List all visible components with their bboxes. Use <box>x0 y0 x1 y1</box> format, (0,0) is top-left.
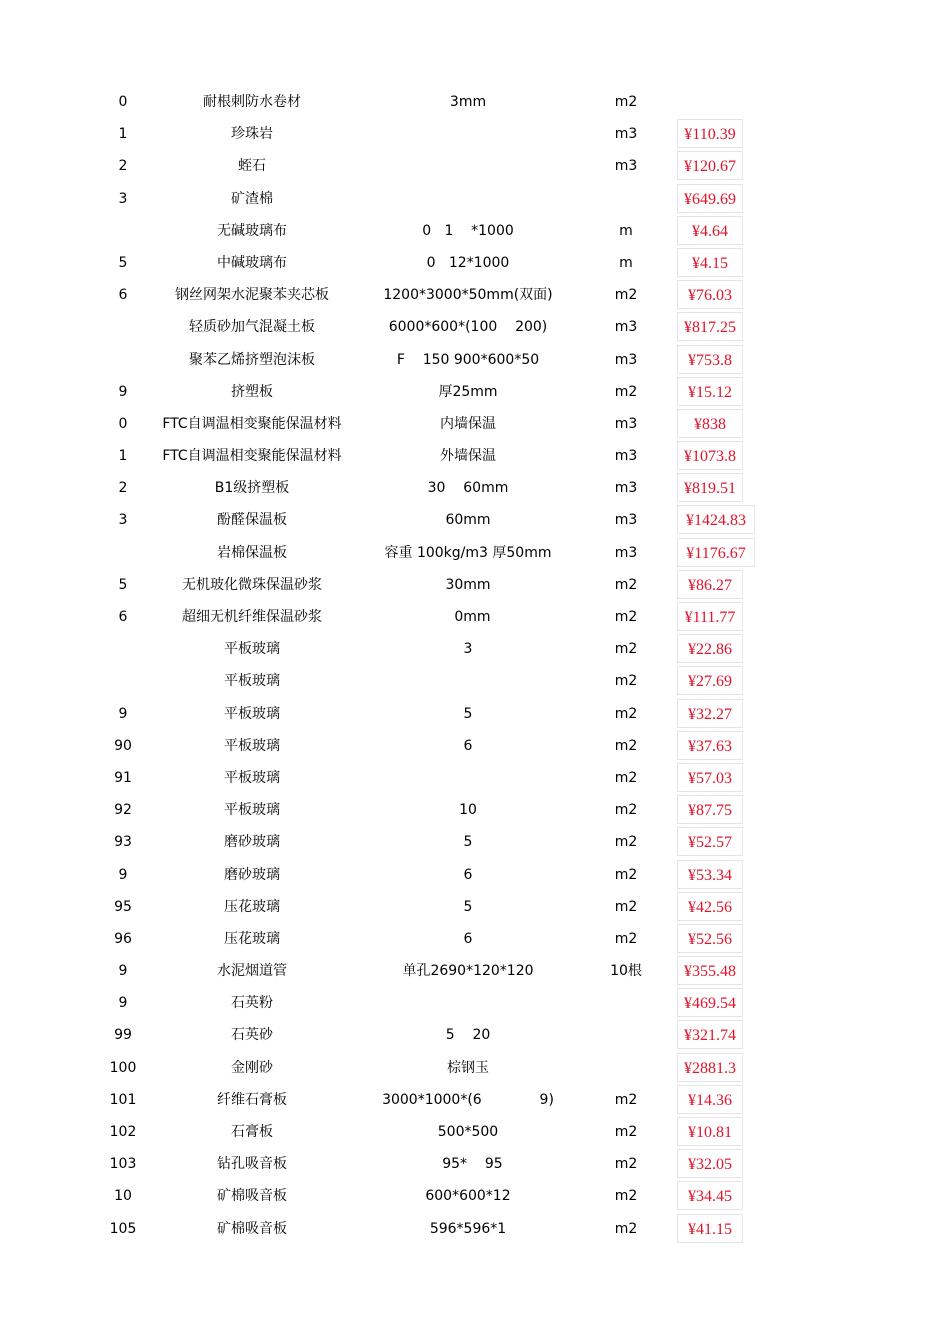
row-number: 105 <box>109 1220 137 1237</box>
unit-label: m3 <box>614 544 638 561</box>
material-spec: 0 12*1000 <box>426 254 510 271</box>
table-row <box>0 1213 950 1245</box>
material-name: 珍珠岩 <box>231 126 273 143</box>
unit-label: m2 <box>614 641 638 658</box>
material-name: 水泥烟道管 <box>217 963 287 980</box>
price-cell: ¥2881.3 <box>677 1053 743 1082</box>
material-spec: 棕钢玉 <box>447 1059 489 1076</box>
unit-label: m <box>619 254 633 271</box>
table-row <box>0 247 950 279</box>
material-spec: 5 <box>463 898 473 915</box>
row-number: 9 <box>118 995 128 1012</box>
price-cell: ¥111.77 <box>677 602 743 631</box>
unit-label: m2 <box>614 673 638 690</box>
material-name: 中碱玻璃布 <box>217 254 287 271</box>
unit-label: m2 <box>614 1091 638 1108</box>
material-spec: 30mm <box>445 576 491 593</box>
price-cell: ¥110.39 <box>677 119 743 148</box>
row-number <box>90 633 156 665</box>
row-number: 0 <box>118 415 128 432</box>
table-row <box>0 183 950 215</box>
material-spec: 3000*1000*(6 9) <box>382 1091 554 1108</box>
unit-label: m3 <box>614 158 638 175</box>
table-row <box>0 376 950 408</box>
material-name: 平板玻璃 <box>224 769 280 786</box>
table-row <box>0 665 950 697</box>
table-row <box>0 633 950 665</box>
material-name: 纤维石膏板 <box>217 1091 287 1108</box>
material-spec <box>368 150 568 182</box>
row-number: 10 <box>114 1188 132 1205</box>
material-spec <box>368 118 568 150</box>
table-row <box>0 1019 950 1051</box>
row-number <box>90 344 156 376</box>
table-row <box>0 826 950 858</box>
material-name: 平板玻璃 <box>224 673 280 690</box>
price-cell: ¥76.03 <box>677 280 743 309</box>
material-spec: 6 <box>463 930 473 947</box>
material-name: 钢丝网架水泥聚苯夹芯板 <box>175 287 329 304</box>
row-number <box>90 665 156 697</box>
price-cell: ¥52.57 <box>677 827 743 856</box>
material-name: 蛭石 <box>238 158 266 175</box>
row-number: 0 <box>118 94 128 110</box>
unit-label: m2 <box>614 705 638 722</box>
material-name: 磨砂玻璃 <box>224 834 280 851</box>
material-name: 轻质砂加气混凝土板 <box>189 319 315 336</box>
material-spec <box>368 987 568 1019</box>
price-cell: ¥32.27 <box>677 699 743 728</box>
price-cell: ¥37.63 <box>677 731 743 760</box>
table-row <box>0 311 950 343</box>
table-row <box>0 1084 950 1116</box>
row-number: 103 <box>109 1156 137 1173</box>
row-number <box>90 215 156 247</box>
material-name: 无碱玻璃布 <box>217 222 287 239</box>
price-cell <box>677 87 743 116</box>
material-name: 矿渣棉 <box>231 190 273 207</box>
price-cell: ¥87.75 <box>677 795 743 824</box>
table-row <box>0 537 950 569</box>
price-cell: ¥14.36 <box>677 1085 743 1114</box>
material-spec: F 150 900*600*50 <box>396 351 540 368</box>
unit-label: m3 <box>614 480 638 497</box>
material-spec <box>368 762 568 794</box>
unit-label: m <box>619 222 633 239</box>
unit-label: m3 <box>614 415 638 432</box>
price-cell: ¥649.69 <box>677 184 743 213</box>
table-row <box>0 794 950 826</box>
unit-label: m3 <box>614 126 638 143</box>
material-name: 平板玻璃 <box>224 705 280 722</box>
unit-label: m2 <box>614 930 638 947</box>
material-spec: 0 1 *1000 <box>422 222 514 239</box>
price-cell: ¥10.81 <box>677 1117 743 1146</box>
row-number: 99 <box>114 1027 132 1044</box>
material-name: 石膏板 <box>231 1124 273 1140</box>
table-row <box>0 86 950 118</box>
unit-label: m2 <box>614 94 638 110</box>
table-row <box>0 569 950 601</box>
material-spec <box>368 665 568 697</box>
unit-label: m3 <box>614 319 638 336</box>
price-cell: ¥120.67 <box>677 151 743 180</box>
unit-label: m3 <box>614 448 638 465</box>
row-number: 9 <box>118 963 128 980</box>
price-cell: ¥355.48 <box>677 956 743 985</box>
table-row <box>0 118 950 150</box>
unit-label: m2 <box>614 866 638 883</box>
unit-label <box>596 987 656 1019</box>
table-row <box>0 762 950 794</box>
table-row <box>0 440 950 472</box>
material-spec: 内墙保温 <box>440 415 496 432</box>
price-cell: ¥57.03 <box>677 763 743 792</box>
unit-label <box>596 183 656 215</box>
unit-label: m2 <box>614 1156 638 1173</box>
price-cell: ¥469.54 <box>677 988 743 1017</box>
material-name: 平板玻璃 <box>224 802 280 819</box>
material-name: 酚醛保温板 <box>217 512 287 529</box>
material-spec: 外墙保温 <box>440 448 496 465</box>
material-spec: 600*600*12 <box>425 1188 511 1205</box>
material-name: FTC自调温相变聚能保温材料 <box>162 448 342 465</box>
material-spec: 厚25mm <box>438 383 498 400</box>
price-cell: ¥1073.8 <box>677 441 743 470</box>
material-name: 耐根刺防水卷材 <box>203 94 301 110</box>
material-spec: 6000*600*(100 200) <box>388 319 548 336</box>
row-number: 90 <box>114 737 132 754</box>
unit-label: m2 <box>614 769 638 786</box>
material-name: 钻孔吸音板 <box>217 1156 287 1173</box>
material-name: 无机玻化微珠保温砂浆 <box>182 576 322 593</box>
table-row <box>0 408 950 440</box>
row-number: 2 <box>118 480 128 497</box>
material-spec: 10 <box>459 802 477 819</box>
material-spec: 6 <box>463 866 473 883</box>
unit-label <box>596 1052 656 1084</box>
material-spec: 5 <box>463 705 473 722</box>
unit-label: m2 <box>614 1188 638 1205</box>
material-name: 金刚砂 <box>231 1059 273 1076</box>
material-spec: 6 <box>463 737 473 754</box>
price-cell: ¥838 <box>677 409 743 438</box>
table-row <box>0 923 950 955</box>
unit-label: m2 <box>614 898 638 915</box>
table-row <box>0 504 950 536</box>
row-number: 3 <box>118 190 128 207</box>
material-name: 矿棉吸音板 <box>217 1188 287 1205</box>
unit-label: m2 <box>614 609 638 625</box>
material-spec: 5 20 <box>445 1027 491 1044</box>
row-number: 91 <box>114 769 132 786</box>
unit-label: m2 <box>614 287 638 304</box>
table-row <box>0 215 950 247</box>
table-row <box>0 1116 950 1148</box>
table-row <box>0 987 950 1019</box>
price-cell: ¥1424.83 <box>677 505 755 534</box>
price-cell: ¥753.8 <box>677 345 743 374</box>
table-row <box>0 1052 950 1084</box>
price-cell: ¥41.15 <box>677 1214 743 1243</box>
unit-label: m2 <box>614 1124 638 1140</box>
material-spec: 500*500 <box>437 1124 499 1140</box>
material-name: 压花玻璃 <box>224 898 280 915</box>
material-spec: 单孔2690*120*120 <box>402 963 534 980</box>
table-row <box>0 698 950 730</box>
table-row <box>0 1180 950 1212</box>
row-number: 95 <box>114 898 132 915</box>
price-cell: ¥1176.67 <box>677 538 755 567</box>
table-row <box>0 859 950 891</box>
material-spec: 596*596*1 <box>429 1220 507 1237</box>
material-spec: 容重 100kg/m3 厚50mm <box>384 544 552 561</box>
price-cell: ¥4.15 <box>677 248 743 277</box>
price-cell: ¥4.64 <box>677 216 743 245</box>
table-row <box>0 601 950 633</box>
unit-label: m3 <box>614 351 638 368</box>
unit-label: m2 <box>614 383 638 400</box>
unit-label <box>596 1019 656 1051</box>
row-number: 100 <box>109 1059 137 1076</box>
price-cell: ¥321.74 <box>677 1020 743 1049</box>
row-number: 1 <box>118 126 128 143</box>
row-number <box>90 311 156 343</box>
row-number: 102 <box>109 1124 137 1140</box>
price-cell: ¥34.45 <box>677 1181 743 1210</box>
row-number: 93 <box>114 834 132 851</box>
material-name: 挤塑板 <box>231 383 273 400</box>
row-number: 9 <box>118 705 128 722</box>
material-spec: 0mm <box>445 609 491 625</box>
price-cell: ¥32.05 <box>677 1149 743 1178</box>
price-cell: ¥817.25 <box>677 312 743 341</box>
price-cell: ¥15.12 <box>677 377 743 406</box>
row-number: 9 <box>118 383 128 400</box>
material-name: 石英砂 <box>231 1027 273 1044</box>
material-spec: 5 <box>463 834 473 851</box>
row-number: 6 <box>118 609 128 625</box>
table-row <box>0 150 950 182</box>
row-number: 1 <box>118 448 128 465</box>
row-number: 101 <box>109 1091 137 1108</box>
price-cell: ¥27.69 <box>677 666 743 695</box>
material-spec: 30 60mm <box>427 480 509 497</box>
price-cell: ¥86.27 <box>677 570 743 599</box>
unit-label: 10根 <box>610 963 642 980</box>
material-name: 压花玻璃 <box>224 930 280 947</box>
material-name: B1级挤塑板 <box>214 480 290 497</box>
table-row <box>0 1148 950 1180</box>
unit-label: m2 <box>614 576 638 593</box>
material-spec <box>368 183 568 215</box>
table-row <box>0 891 950 923</box>
unit-label: m3 <box>614 512 638 529</box>
unit-label: m2 <box>614 1220 638 1237</box>
row-number: 5 <box>118 576 128 593</box>
price-cell: ¥42.56 <box>677 892 743 921</box>
material-name: 矿棉吸音板 <box>217 1220 287 1237</box>
material-spec: 60mm <box>445 512 491 529</box>
material-name: 超细无机纤维保温砂浆 <box>182 609 322 625</box>
row-number: 92 <box>114 802 132 819</box>
price-cell: ¥52.56 <box>677 924 743 953</box>
material-price-table <box>0 86 950 1245</box>
material-name: 岩棉保温板 <box>217 544 287 561</box>
unit-label: m2 <box>614 834 638 851</box>
unit-label: m2 <box>614 802 638 819</box>
price-cell: ¥53.34 <box>677 860 743 889</box>
row-number <box>90 537 156 569</box>
material-spec: 95* 95 <box>433 1156 503 1173</box>
unit-label: m2 <box>614 737 638 754</box>
material-name: FTC自调温相变聚能保温材料 <box>162 415 342 432</box>
material-name: 磨砂玻璃 <box>224 866 280 883</box>
row-number: 6 <box>118 287 128 304</box>
table-row <box>0 279 950 311</box>
material-name: 聚苯乙烯挤塑泡沫板 <box>189 351 315 368</box>
price-cell: ¥819.51 <box>677 473 743 502</box>
table-row <box>0 472 950 504</box>
table-row <box>0 730 950 762</box>
material-spec: 1200*3000*50mm(双面) <box>383 287 553 304</box>
material-name: 石英粉 <box>231 995 273 1012</box>
material-spec: 3 <box>463 641 473 658</box>
price-cell: ¥22.86 <box>677 634 743 663</box>
table-row <box>0 955 950 987</box>
material-spec: 3mm <box>449 94 487 110</box>
row-number: 3 <box>118 512 128 529</box>
row-number: 5 <box>118 254 128 271</box>
table-row <box>0 344 950 376</box>
row-number: 2 <box>118 158 128 175</box>
material-name: 平板玻璃 <box>224 737 280 754</box>
row-number: 9 <box>118 866 128 883</box>
row-number: 96 <box>114 930 132 947</box>
material-name: 平板玻璃 <box>224 641 280 658</box>
